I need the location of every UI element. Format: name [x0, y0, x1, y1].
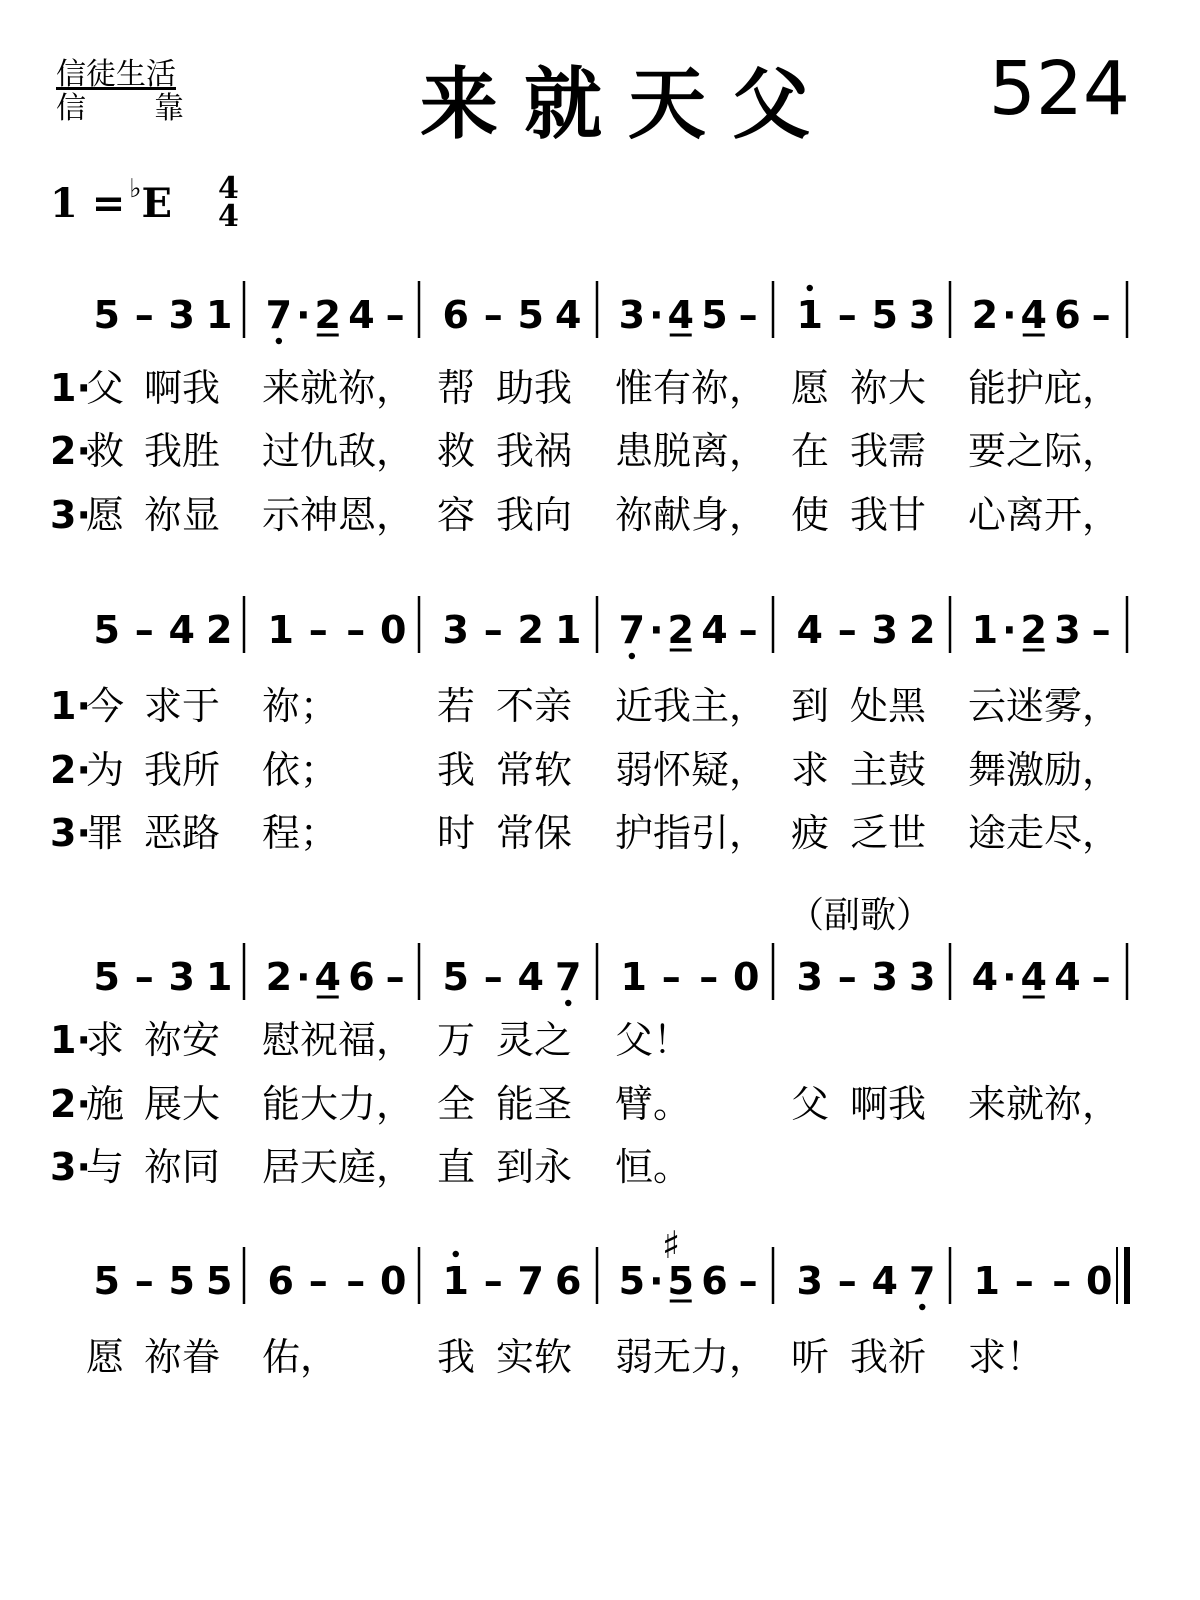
note: 1: [206, 955, 233, 999]
note: 0: [380, 608, 407, 652]
note: 5: [168, 1259, 195, 1303]
note: 6: [701, 1259, 728, 1303]
lyric-segment: 父: [86, 366, 125, 410]
dash: –: [738, 608, 758, 652]
dash: –: [134, 955, 154, 999]
lyric-segment: 到永: [496, 1145, 573, 1189]
lyric-segment: 到: [791, 684, 830, 728]
note: 4: [667, 293, 694, 337]
note: 3: [1054, 608, 1081, 652]
lyric-segment: 祢眷: [144, 1335, 221, 1379]
lyric-line: [50, 493, 1120, 537]
note: 2: [206, 608, 233, 652]
verse-number: [50, 811, 91, 855]
note: 4: [971, 955, 999, 999]
note: 4: [1020, 293, 1047, 337]
lyric-segment: 我胜: [144, 429, 221, 473]
note: 2: [971, 293, 999, 337]
lyric-segment: 佑，: [262, 1335, 339, 1379]
lyric-line: [50, 1018, 691, 1062]
time-signature-top: 4: [218, 171, 239, 206]
verse-number: [50, 684, 91, 728]
lyric-segment: 常软: [496, 748, 573, 792]
lyric-segment: 处黑: [850, 684, 927, 728]
lyric-segment: 居天庭，: [262, 1145, 415, 1189]
note: 3: [909, 955, 936, 999]
notation-row: [94, 596, 1127, 659]
category-line-2-a: 信: [56, 91, 86, 126]
verse-number: [50, 1082, 91, 1126]
lyric-segment: 啊我: [850, 1082, 927, 1126]
dash: –: [134, 293, 154, 337]
lyric-segment: 求: [86, 1018, 125, 1062]
lyric-segment: 祢；: [262, 684, 339, 728]
octave-dot-below: [919, 1304, 925, 1310]
note: 5: [93, 1259, 120, 1303]
lyric-segment: 我甘: [850, 493, 927, 537]
lyric-segment: 祢同: [144, 1145, 221, 1189]
note: 3: [618, 293, 646, 337]
note: 3: [796, 1259, 823, 1303]
dash: –: [134, 1259, 154, 1303]
note: 5: [517, 293, 544, 337]
note: 2: [667, 608, 694, 652]
lyric-segment: 帮: [437, 366, 476, 410]
verse-number: [50, 1018, 91, 1062]
lyric-segment: 全: [437, 1082, 476, 1126]
lyric-segment: 我向: [496, 493, 573, 537]
note: 1: [442, 1259, 469, 1303]
dash: –: [661, 955, 681, 999]
dash: –: [308, 608, 328, 652]
lyric-segment: 求！: [968, 1335, 1045, 1379]
note: 4: [871, 1259, 898, 1303]
note: 5: [93, 955, 120, 999]
category-line-1: 信徒生活: [56, 57, 176, 92]
note: 1: [620, 955, 647, 999]
flat-sign: ♭: [129, 174, 142, 204]
lyric-segment: 我: [437, 748, 476, 792]
lyric-segment: 听: [791, 1335, 830, 1379]
lyric-segment: 弱怀疑，: [615, 748, 768, 792]
lyric-segment: 乏世: [850, 811, 927, 855]
lyric-segment: 父！: [615, 1018, 692, 1062]
note: 5: [442, 955, 469, 999]
octave-dot-above: [453, 1251, 459, 1257]
note: 4: [168, 608, 195, 652]
note: 6: [555, 1259, 582, 1303]
lyric-segment: 来就祢，: [968, 1082, 1121, 1126]
note: 0: [380, 1259, 407, 1303]
verse-number-text: 2·: [50, 429, 91, 473]
note: 4: [1054, 955, 1081, 999]
lyric-segment: 心离开，: [968, 493, 1121, 537]
lyric-segment: 能圣: [496, 1082, 573, 1126]
lyric-segment: 过仇敌，: [262, 429, 415, 473]
note: 7: [517, 1259, 544, 1303]
lyric-segment: 助我: [496, 366, 573, 410]
note: 7: [618, 608, 646, 652]
lyric-segment: 直: [437, 1145, 476, 1189]
note: 2: [314, 293, 341, 337]
lyric-segment: 祢大: [850, 366, 927, 410]
lyric-line: [50, 811, 1120, 855]
dash: –: [385, 955, 405, 999]
dash: –: [483, 1259, 503, 1303]
lyric-segment: 求于: [144, 684, 221, 728]
note: 5: [206, 1259, 233, 1303]
note: 5: [871, 293, 898, 337]
lyric-segment: 惟有祢，: [615, 366, 768, 410]
dash: –: [483, 955, 503, 999]
augmentation-dot: ·: [649, 608, 664, 652]
note: 5: [93, 608, 120, 652]
lyric-line: [50, 429, 1120, 473]
dash: –: [483, 608, 503, 652]
lyric-segment: 愿: [86, 493, 125, 537]
lyric-segment: 我: [437, 1335, 476, 1379]
sharp-sign: ♯: [661, 1223, 681, 1267]
augmentation-dot: ·: [649, 293, 664, 337]
note: 5: [618, 1259, 646, 1303]
lyric-segment: 我祸: [496, 429, 573, 473]
augmentation-dot: ·: [1002, 955, 1017, 999]
note: 4: [1020, 955, 1047, 999]
note: 6: [348, 955, 375, 999]
lyric-segment: 不亲: [496, 684, 573, 728]
note: 5: [93, 293, 120, 337]
verse-number: [50, 748, 91, 792]
lyric-segment: 容: [437, 493, 476, 537]
lyric-segment: 示神恩，: [262, 493, 415, 537]
lyric-segment: 时: [437, 811, 476, 855]
lyric-segment: 展大: [144, 1082, 221, 1126]
octave-dot-below: [276, 338, 282, 344]
note: 3: [871, 608, 898, 652]
octave-dot-below: [629, 653, 635, 659]
lyric-segment: 臂。: [615, 1082, 692, 1126]
note: 7: [265, 293, 293, 337]
lyric-line: [50, 1082, 1120, 1126]
note: 3: [168, 955, 195, 999]
lyric-segment: 要之际，: [968, 429, 1121, 473]
verse-number: [50, 429, 91, 473]
dash: –: [134, 608, 154, 652]
note: 1: [267, 608, 294, 652]
note: 2: [909, 608, 936, 652]
lyric-segment: 我所: [144, 748, 221, 792]
lyric-segment: 能大力，: [262, 1082, 415, 1126]
lyric-segment: 施: [86, 1082, 125, 1126]
lyric-line: [50, 684, 1120, 728]
lyric-segment: 为: [86, 748, 125, 792]
note: 1: [206, 293, 233, 337]
note: 7: [909, 1259, 936, 1303]
lyric-segment: 能护庇，: [968, 366, 1121, 410]
note: 2: [517, 608, 544, 652]
lyric-line: [50, 748, 1120, 792]
note: 0: [733, 955, 760, 999]
lyric-segment: 护指引，: [615, 811, 768, 855]
dash: –: [1091, 293, 1111, 337]
lyric-segment: 罪: [86, 811, 125, 855]
lyric-segment: 来就祢，: [262, 366, 415, 410]
lyric-segment: 万: [437, 1018, 476, 1062]
note: 6: [267, 1259, 294, 1303]
note: 1: [971, 608, 999, 652]
verse-number-text: 1·: [50, 366, 91, 410]
note: 5: [701, 293, 728, 337]
note: 3: [168, 293, 195, 337]
lyric-segment: 云迷雾，: [968, 684, 1121, 728]
lyric-segment: 患脱离，: [615, 429, 768, 473]
note: 2: [265, 955, 293, 999]
notation-row: [94, 943, 1127, 1006]
octave-dot-above: [807, 285, 813, 291]
verse-number: [50, 1145, 91, 1189]
lyric-segment: 祢显: [144, 493, 221, 537]
dash: –: [837, 955, 857, 999]
note: 4: [348, 293, 375, 337]
dash: –: [837, 1259, 857, 1303]
dash: –: [1091, 955, 1111, 999]
lyric-segment: 恶路: [144, 811, 221, 855]
note: 3: [442, 608, 469, 652]
dash: –: [1091, 608, 1111, 652]
lyric-segment: 常保: [496, 811, 573, 855]
augmentation-dot: ·: [649, 1259, 664, 1303]
dash: –: [738, 293, 758, 337]
verse-number-text: 3·: [50, 493, 91, 537]
note: 3: [871, 955, 898, 999]
notation-row: [94, 1223, 1127, 1310]
dash: –: [837, 608, 857, 652]
note: 1: [973, 1259, 1000, 1303]
lyric-segment: 恒。: [615, 1145, 692, 1189]
hymn-number: 524: [988, 46, 1130, 132]
key-note: E: [141, 179, 173, 227]
lyric-segment: 与: [86, 1145, 125, 1189]
lyric-segment: 慰祝福，: [262, 1018, 415, 1062]
octave-dot-below: [565, 1000, 571, 1006]
verse-number-text: 3·: [50, 811, 91, 855]
note: 4: [701, 608, 728, 652]
note: 1: [555, 608, 582, 652]
lyric-segment: 求: [791, 748, 830, 792]
note: 7: [555, 955, 582, 999]
dash: –: [1014, 1259, 1034, 1303]
lyric-segment: 使: [791, 493, 830, 537]
lyric-segment: 在: [791, 429, 830, 473]
time-signature-bottom: 4: [218, 199, 239, 234]
note: 6: [442, 293, 469, 337]
lyric-segment: 祢安: [144, 1018, 221, 1062]
lyric-line: [86, 1335, 1044, 1379]
lyric-segment: 救: [437, 429, 476, 473]
lyric-line: [50, 1145, 691, 1189]
note: 5: [667, 1259, 694, 1303]
note: 1: [796, 293, 823, 337]
note: 4: [796, 608, 823, 652]
lyric-segment: 祢献身，: [615, 493, 768, 537]
dash: –: [308, 1259, 328, 1303]
lyric-segment: 途走尽，: [968, 811, 1121, 855]
note: 3: [796, 955, 823, 999]
lyric-segment: 主鼓: [850, 748, 927, 792]
dash: –: [346, 1259, 366, 1303]
verse-number-text: 2·: [50, 1082, 91, 1126]
lyric-segment: 程；: [262, 811, 339, 855]
notation-row: [94, 281, 1127, 344]
note: 4: [314, 955, 341, 999]
dash: –: [1052, 1259, 1072, 1303]
lyric-segment: 依；: [262, 748, 339, 792]
dash: –: [346, 608, 366, 652]
augmentation-dot: ·: [296, 293, 311, 337]
lyric-segment: 疲: [791, 811, 830, 855]
lyric-segment: 愿: [791, 366, 830, 410]
note: 4: [555, 293, 582, 337]
category-line-2-b: 靠: [154, 91, 184, 126]
augmentation-dot: ·: [296, 955, 311, 999]
lyric-segment: 若: [437, 684, 476, 728]
verse-number-text: 1·: [50, 1018, 91, 1062]
augmentation-dot: ·: [1002, 293, 1017, 337]
lyric-segment: 近我主，: [615, 684, 768, 728]
lyric-segment: 救: [86, 429, 125, 473]
lyric-segment: 父: [791, 1082, 830, 1126]
note: 3: [909, 293, 936, 337]
verse-number: [50, 493, 91, 537]
lyric-segment: 舞激励，: [968, 748, 1121, 792]
lyric-segment: 啊我: [144, 366, 221, 410]
lyric-segment: 灵之: [496, 1018, 573, 1062]
augmentation-dot: ·: [1002, 608, 1017, 652]
hymn-title: 来就天父: [420, 60, 837, 150]
note: 6: [1054, 293, 1081, 337]
key-prefix: 1 =: [50, 179, 126, 227]
dash: –: [699, 955, 719, 999]
note: 0: [1086, 1259, 1113, 1303]
lyric-line: [50, 366, 1120, 410]
dash: –: [738, 1259, 758, 1303]
lyric-segment: 弱无力，: [615, 1335, 768, 1379]
lyric-segment: 今: [86, 684, 125, 728]
dash: –: [837, 293, 857, 337]
lyric-segment: 实软: [496, 1335, 573, 1379]
chorus-label: （副歌）: [788, 895, 933, 936]
lyric-segment: 我祈: [850, 1335, 927, 1379]
verse-number: [50, 366, 91, 410]
verse-number-text: 3·: [50, 1145, 91, 1189]
note: 4: [517, 955, 544, 999]
lyric-segment: 我需: [850, 429, 927, 473]
dash: –: [385, 293, 405, 337]
note: 2: [1020, 608, 1047, 652]
lyric-segment: 愿: [86, 1335, 125, 1379]
dash: –: [483, 293, 503, 337]
verse-number-text: 2·: [50, 748, 91, 792]
verse-number-text: 1·: [50, 684, 91, 728]
